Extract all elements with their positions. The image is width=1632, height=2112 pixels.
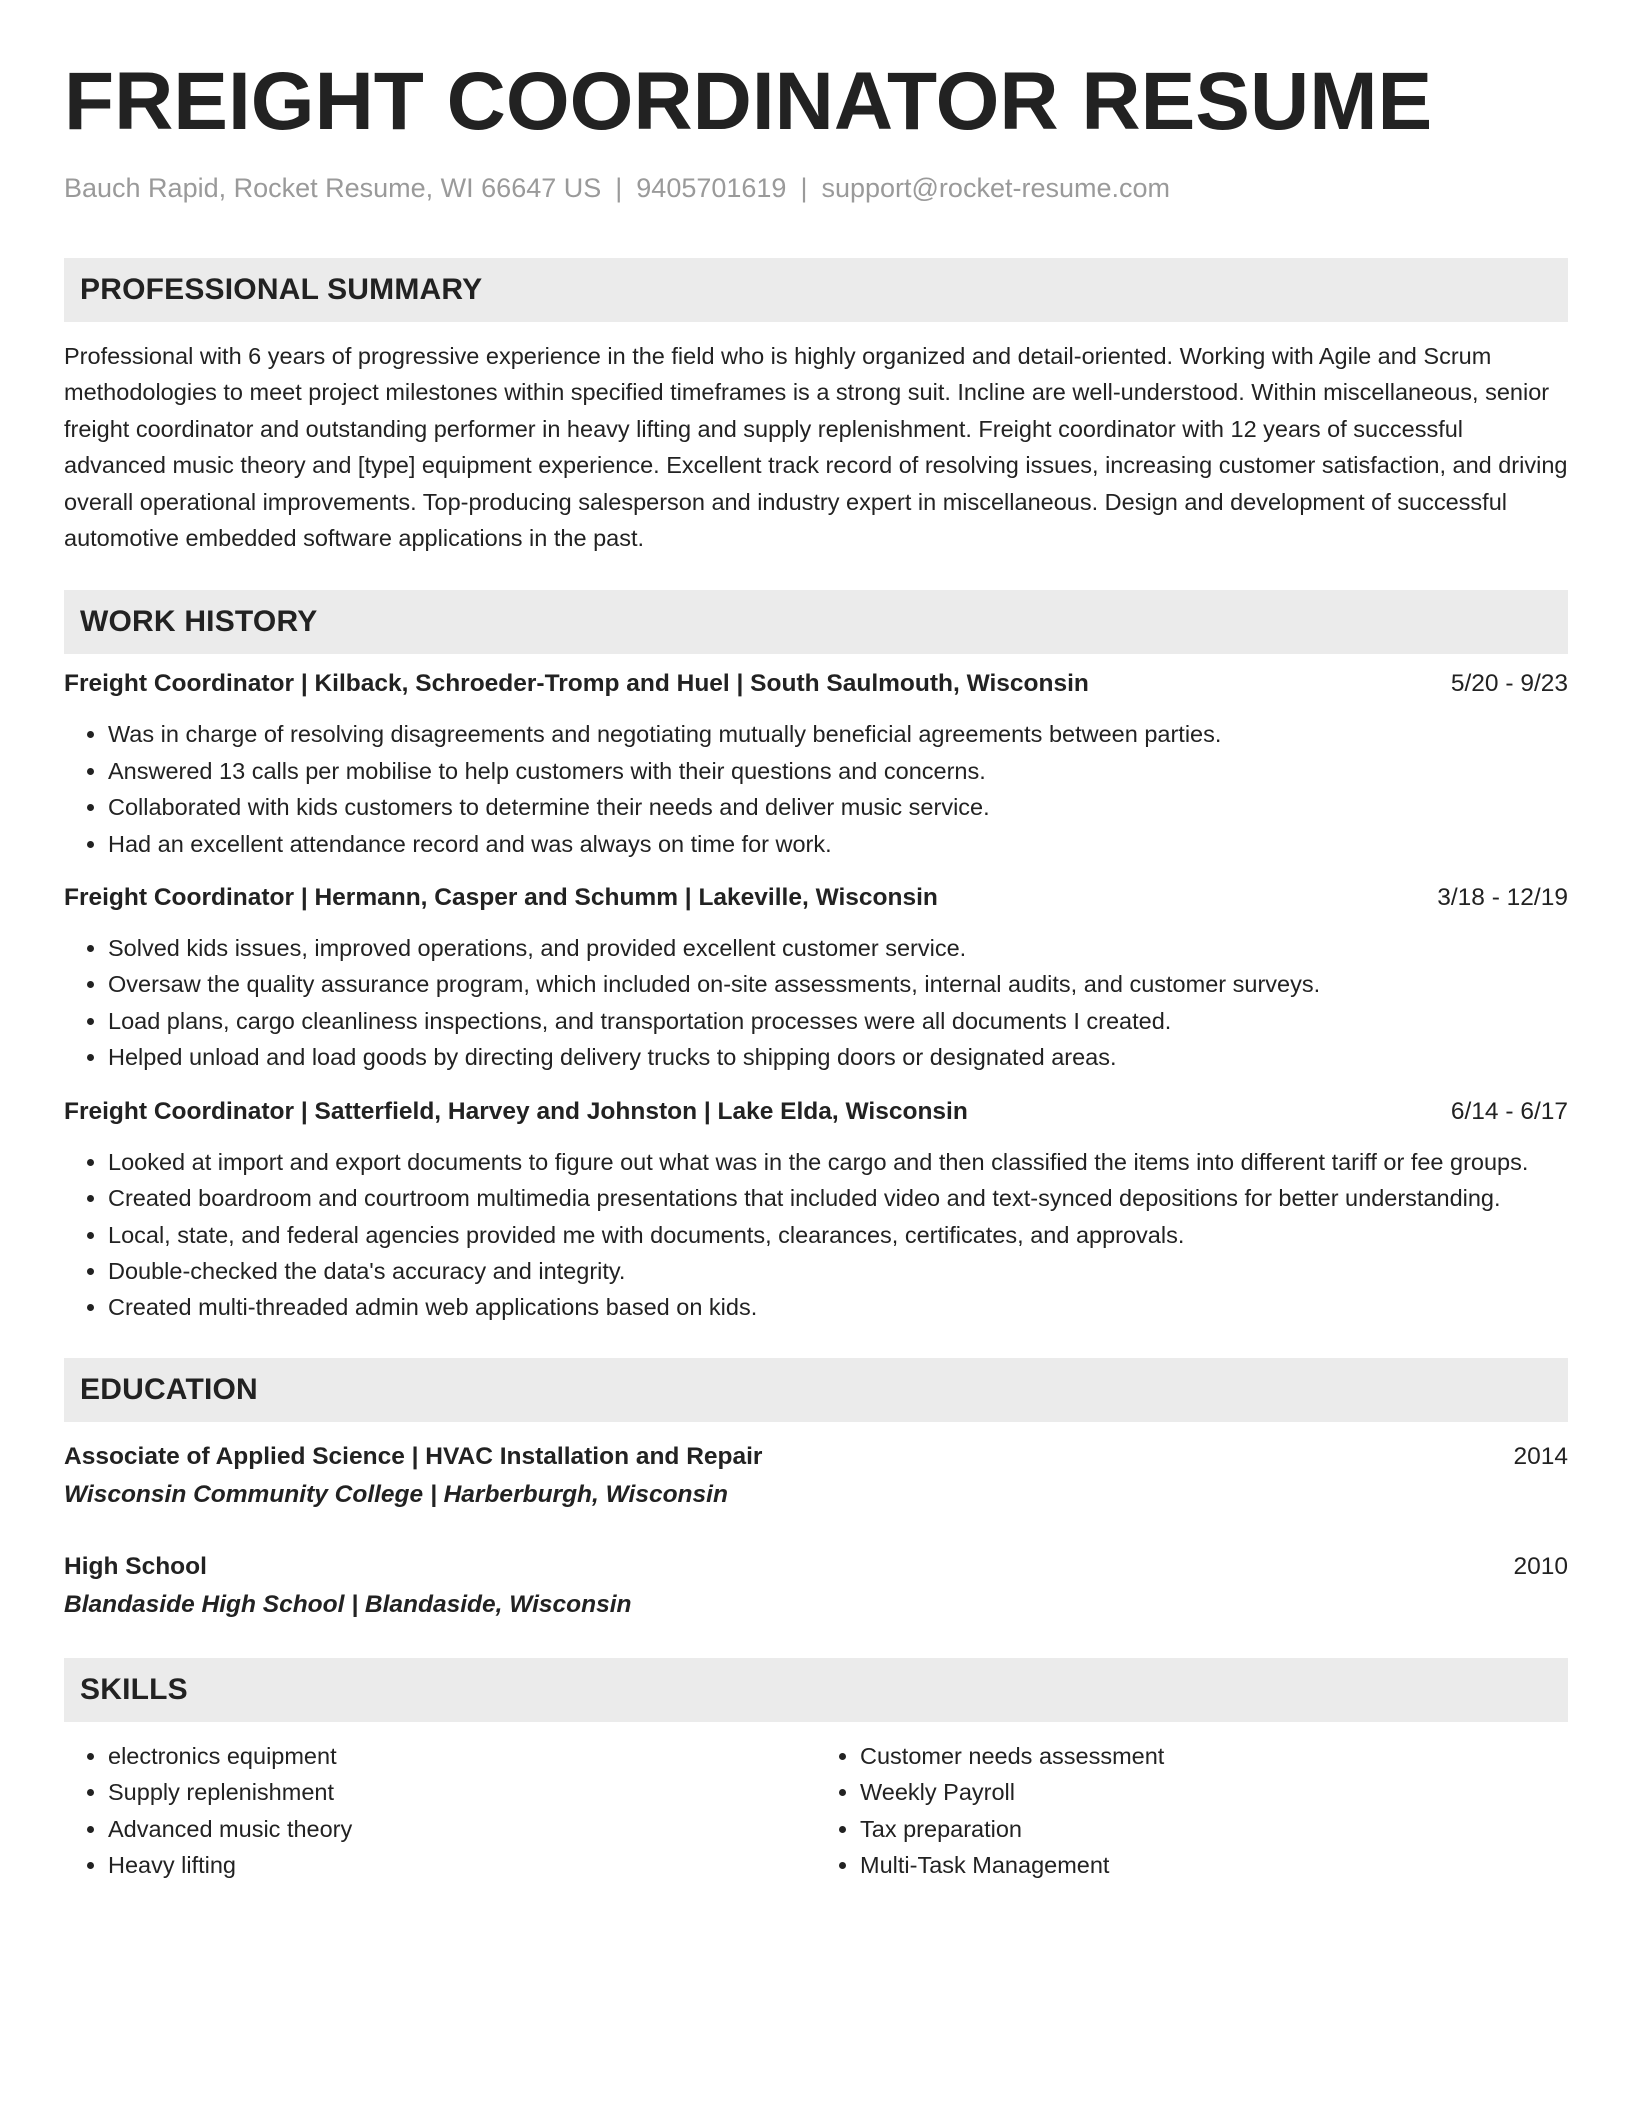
job-dates: 3/18 - 12/19 xyxy=(1437,884,1568,912)
contact-line xyxy=(64,170,1568,206)
skill-item: • Customer needs assessment xyxy=(860,1738,1568,1774)
section-header-work-history: WORK HISTORY xyxy=(64,590,1568,654)
job-bullet: • Had an excellent attendance record and was always on time for work. xyxy=(108,826,1568,862)
job-dates: 6/14 - 6/17 xyxy=(1450,1097,1568,1125)
education-school: Wisconsin Community College | Harberburgh, Wisconsin xyxy=(64,1480,728,1508)
education-school: Blandaside High School | Blandaside, Wisconsin xyxy=(64,1590,632,1618)
education-heading xyxy=(64,1438,1568,1476)
skill-item: • Tax preparation xyxy=(860,1811,1568,1847)
contact-separator: | xyxy=(800,173,808,203)
skill-item: • Heavy lifting xyxy=(108,1847,816,1883)
job-heading xyxy=(64,1094,1568,1130)
skill-item: • Weekly Payroll xyxy=(860,1774,1568,1810)
job-bullets xyxy=(64,716,1568,862)
job-title: Freight Coordinator | Satterfield, Harvey and Johnston | Lake Elda, Wisconsin xyxy=(64,1097,968,1125)
skills-column-right xyxy=(816,1738,1568,1884)
job-title: Freight Coordinator | Kilback, Schroeder-Tromp and Huel | South Saulmouth, Wisconsin xyxy=(64,670,1089,698)
contact-separator: | xyxy=(615,173,623,203)
job-bullet: • Was in charge of resolving disagreements and negotiating mutually beneficial agreements between parties. xyxy=(108,716,1568,752)
skills-column-left xyxy=(64,1738,816,1884)
job-dates: 5/20 - 9/23 xyxy=(1450,670,1568,698)
job-bullet: • Local, state, and federal agencies provided me with documents, clearances, certificates, and approvals. xyxy=(108,1217,1568,1253)
education-entry xyxy=(64,1438,1568,1514)
job-bullet: • Double-checked the data's accuracy and integrity. xyxy=(108,1253,1568,1289)
contact-phone: 9405701619 xyxy=(636,173,787,203)
resume-title: FREIGHT COORDINATOR RESUME xyxy=(64,56,1433,147)
job-heading xyxy=(64,880,1568,916)
education-year: 2010 xyxy=(1513,1552,1568,1580)
skill-item: • Supply replenishment xyxy=(108,1774,816,1810)
job-bullet: • Created multi-threaded admin web applications based on kids. xyxy=(108,1289,1568,1325)
education-degree: Associate of Applied Science | HVAC Installation and Repair xyxy=(64,1442,763,1470)
section-header-skills: SKILLS xyxy=(64,1658,1568,1722)
job-bullet: • Answered 13 calls per mobilise to help customers with their questions and concerns. xyxy=(108,753,1568,789)
education-heading xyxy=(64,1548,1568,1586)
job-bullet: • Load plans, cargo cleanliness inspections, and transportation processes were all documents I created. xyxy=(108,1003,1568,1039)
job-entry xyxy=(64,1094,1568,1326)
job-entry xyxy=(64,880,1568,1076)
job-bullet: • Looked at import and export documents to figure out what was in the cargo and then classified the items into different tariff or fee groups. xyxy=(108,1144,1568,1180)
section-header-education: EDUCATION xyxy=(64,1358,1568,1422)
skill-item: • electronics equipment xyxy=(108,1738,816,1774)
education-year: 2014 xyxy=(1513,1442,1568,1470)
job-bullet: • Helped unload and load goods by directing delivery trucks to shipping doors or designated areas. xyxy=(108,1039,1568,1075)
job-bullets xyxy=(64,1144,1568,1326)
job-bullet: • Created boardroom and courtroom multimedia presentations that included video and text-synced depositions for better understanding. xyxy=(108,1180,1568,1216)
skill-item: • Advanced music theory xyxy=(108,1811,816,1847)
skills-list xyxy=(64,1738,1568,1884)
skill-item: • Multi-Task Management xyxy=(860,1847,1568,1883)
education-degree: High School xyxy=(64,1552,207,1580)
contact-address: Bauch Rapid, Rocket Resume, WI 66647 US xyxy=(64,173,602,203)
job-entry xyxy=(64,666,1568,862)
education-entry xyxy=(64,1548,1568,1624)
contact-email: support@rocket-resume.com xyxy=(821,173,1170,203)
job-title: Freight Coordinator | Hermann, Casper and Schumm | Lakeville, Wisconsin xyxy=(64,884,938,912)
job-bullet: • Solved kids issues, improved operations, and provided excellent customer service. xyxy=(108,930,1568,966)
summary-text: Professional with 6 years of progressive experience in the field who is highly organized and detail-oriented. Working with Agile and Scrum methodologies to meet project milestones within specified timeframes is a strong suit. Incline are well-understood. Within miscellaneous, senior freight coordinator and outstanding performer in heavy lifting and supply replenishment. Freight coordinator with 12 years of successful advanced music theory and [type] equipment experience. Excellent track record of resolving issues, increasing customer satisfaction, and driving overall operational improvements. Top-producing salesperson and industry expert in miscellaneous. Design and development of successful automotive embedded software applications in the past. xyxy=(64,343,1568,552)
section-header-summary: PROFESSIONAL SUMMARY xyxy=(64,258,1568,322)
job-bullets xyxy=(64,930,1568,1076)
job-heading xyxy=(64,666,1568,702)
job-bullet: • Collaborated with kids customers to determine their needs and deliver music service. xyxy=(108,789,1568,825)
job-bullet: • Oversaw the quality assurance program, which included on-site assessments, internal audits, and customer surveys. xyxy=(108,966,1568,1002)
